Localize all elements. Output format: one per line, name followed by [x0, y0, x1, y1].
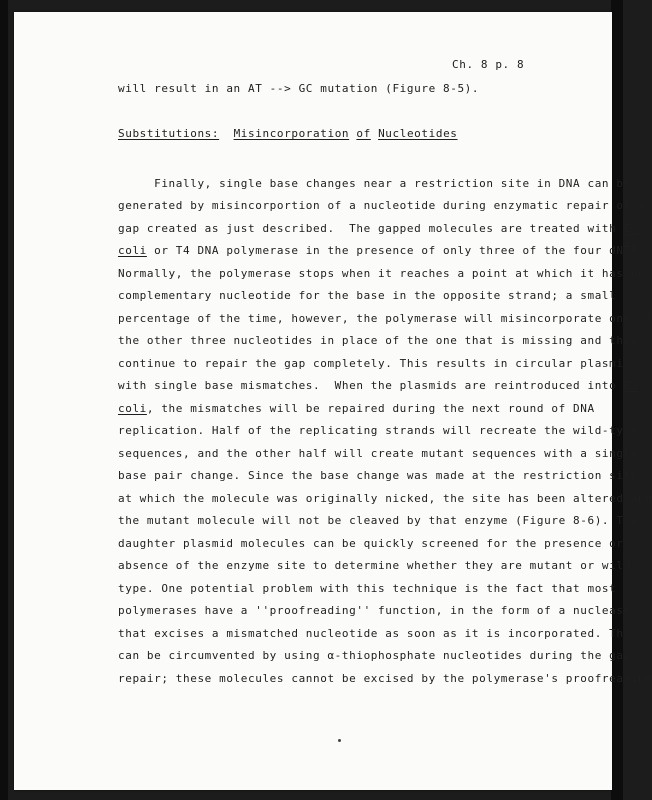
- text-line: can be circumvented by using α-thiophosphate nucleotides during the gap: [118, 649, 631, 662]
- species-name: E.: [623, 379, 639, 392]
- species-name: coli: [118, 244, 147, 257]
- text-line: at which the molecule was originally nicked, the site has been altered and: [118, 492, 652, 505]
- speck-mark: [338, 739, 341, 742]
- text-line: continue to repair the gap completely. This results in circular plasmids: [118, 357, 639, 370]
- text-line: replication. Half of the replicating strands will recreate the wild-type: [118, 424, 639, 437]
- species-name: coli: [118, 402, 147, 415]
- text-span: or T4 DNA polymerase in the presence of only three of the four dNTPs.: [146, 244, 652, 257]
- text-line: the other three nucleotides in place of the one that is missing and then: [118, 334, 639, 347]
- text-line: type. One potential problem with this technique is the fact that most: [118, 582, 617, 595]
- text-line: [118, 402, 595, 415]
- page-header: Ch. 8 p. 8: [452, 58, 525, 71]
- text-line: generated by misincorportion of a nucleotide during enzymatic repair of a: [118, 199, 646, 212]
- text-line: base pair change. Since the base change was made at the restriction site: [118, 469, 639, 482]
- text-line: will result in an AT --> GC mutation (Figure 8-5).: [118, 82, 480, 95]
- text-line: absence of the enzyme site to determine whether they are mutant or wild-: [118, 559, 639, 572]
- text-line: daughter plasmid molecules can be quickly screened for the presence or: [118, 537, 624, 550]
- text-line: that excises a mismatched nucleotide as soon as it is incorporated. This: [118, 627, 639, 640]
- text-line: [118, 222, 638, 235]
- text-line: Normally, the polymerase stops when it reaches a point at which it has no: [118, 267, 646, 280]
- heading-part: Substitutions:: [118, 127, 220, 140]
- heading-part: of: [356, 127, 371, 140]
- text-span: gap created as just described. The gapped molecules are treated with: [118, 222, 624, 235]
- heading-part: Misincorporation: [233, 127, 350, 140]
- text-line: [118, 379, 638, 392]
- text-line: polymerases have a ''proofreading'' function, in the form of a nuclease: [118, 604, 631, 617]
- section-heading: [118, 127, 458, 140]
- species-name: E.: [623, 222, 639, 235]
- text-line: [118, 244, 652, 257]
- text-line: percentage of the time, however, the polymerase will misincorporate one of: [118, 312, 652, 325]
- scan-border-left: [0, 0, 8, 800]
- heading-part: Nucleotides: [378, 127, 458, 140]
- text-line: complementary nucleotide for the base in the opposite strand; a small: [118, 289, 617, 302]
- text-line: sequences, and the other half will create mutant sequences with a single: [118, 447, 639, 460]
- text-line: repair; these molecules cannot be excised by the polymerase's proofreading: [118, 672, 652, 685]
- text-span: with single base mismatches. When the plasmids are reintroduced into: [118, 379, 624, 392]
- text-line: the mutant molecule will not be cleaved by that enzyme (Figure 8-6). The: [118, 514, 639, 527]
- text-line: Finally, single base changes near a restriction site in DNA can be: [118, 177, 631, 190]
- document-page: [14, 12, 652, 790]
- text-span: , the mismatches will be repaired during the next round of DNA: [146, 402, 595, 415]
